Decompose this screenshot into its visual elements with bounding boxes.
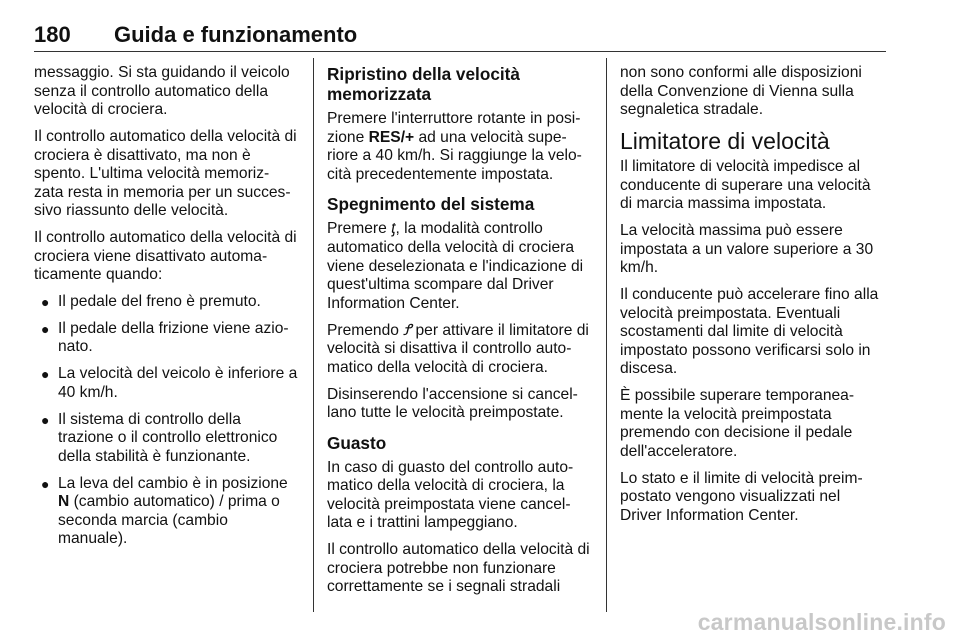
column-right: [620, 64, 886, 534]
bullet-icon: ●: [41, 411, 50, 428]
bullet-icon: ●: [41, 320, 50, 337]
list-item: ● La velocità del veicolo è inferiore a 40 km/h.: [41, 365, 298, 401]
speed-limiter-icon: Ꝭ: [403, 321, 412, 339]
paragraph: non sono conformi alle disposizioni della Convenzione di Vienna sulla segnaletica stradale.: [620, 64, 862, 119]
section-heading-limitatore: Limitatore di velocità: [620, 127, 830, 154]
paragraph: Premere l'interruttore rotante in posi- zione RES/+ ad una velocità supe- riore a 40 km/h. Si raggiunge la velo- cità precedentemente impostata.: [327, 110, 582, 183]
condition-list: [34, 293, 300, 549]
column-middle: [327, 64, 593, 605]
paragraph: Premere ƫ, la modalità controllo automatico della velocità di crociera viene deselezionata e l'indicazione di quest'ultima scompare dal Driver Information Center.: [327, 220, 584, 312]
page-title: Guida e funzionamento: [114, 22, 358, 47]
paragraph: Premendo Ꝭ per attivare il limitatore di velocità si disattiva il controllo auto- matico della velocità di crociera.: [327, 321, 589, 376]
gear-position-n: N: [58, 493, 70, 511]
list-item: ● Il pedale del freno è premuto.: [41, 293, 261, 311]
paragraph: Il controllo automatico della velocità di crociera potrebbe non funzionare correttamente se i segnali stradali: [327, 541, 590, 596]
page-header: [34, 20, 886, 50]
paragraph: Il controllo automatico della velocità di crociera viene disattivato automa- ticamente quando:: [34, 229, 297, 284]
column-divider-right: [606, 58, 607, 612]
bullet-icon: ●: [41, 294, 50, 311]
column-left: [34, 64, 300, 557]
paragraph: Il controllo automatico della velocità di crociera è disattivato, ma non è spento. L'ultima velocità memoriz- zata resta in memoria per un succes- sivo riassunto delle velocità.: [34, 127, 297, 220]
page-number: 180: [34, 22, 71, 47]
paragraph: È possibile superare temporanea- mente la velocità preimpostata premendo con decisione il pedale dell'acceleratore.: [620, 387, 855, 460]
bullet-icon: ●: [41, 366, 50, 383]
paragraph: messaggio. Si sta guidando il veicolo senza il controllo automatico della velocità di crociera.: [34, 64, 290, 119]
list-item: ● Il pedale della frizione viene azio- nato.: [41, 319, 289, 356]
paragraph: La velocità massima può essere impostata a un valore superiore a 30 km/h.: [620, 221, 874, 277]
paragraph: Disinserendo l'accensione si cancel- lano tutte le velocità preimpostate.: [327, 385, 578, 422]
paragraph: Il conducente può accelerare fino alla velocità preimpostata. Eventuali scostamenti dal limite di velocità impostato possono verificarsi solo in discesa.: [620, 285, 879, 378]
bullet-icon: ●: [41, 475, 50, 492]
paragraph: Il limitatore di velocità impedisce al conducente di superare una velocità di marcia massima impostata.: [620, 157, 871, 213]
section-heading-spegnimento: Spegnimento del sistema: [327, 194, 535, 215]
list-item: ● La leva del cambio è in posizione N (cambio automatico) / prima o seconda marcia (cambio manuale).: [41, 474, 288, 548]
res-plus-label: RES/+: [368, 128, 415, 146]
section-heading-ripristino: Ripristino della velocità memorizzata: [327, 64, 520, 104]
list-item: ● Il sistema di controllo della trazione o il controllo elettronico della stabilità è funzionante.: [41, 410, 278, 465]
cruise-control-icon: ƫ: [391, 220, 396, 238]
watermark: carmanualsonline.info: [697, 609, 946, 635]
paragraph: In caso di guasto del controllo auto- matico della velocità di crociera, la velocità preimpostata viene cancel- lata e i trattini lampeggiano.: [327, 458, 574, 532]
column-divider-left: [313, 58, 314, 612]
paragraph: Lo stato e il limite di velocità preim- postato vengono visualizzati nel Driver Information Center.: [620, 469, 863, 524]
section-heading-guasto: Guasto: [327, 432, 387, 453]
header-rule: [34, 51, 886, 52]
